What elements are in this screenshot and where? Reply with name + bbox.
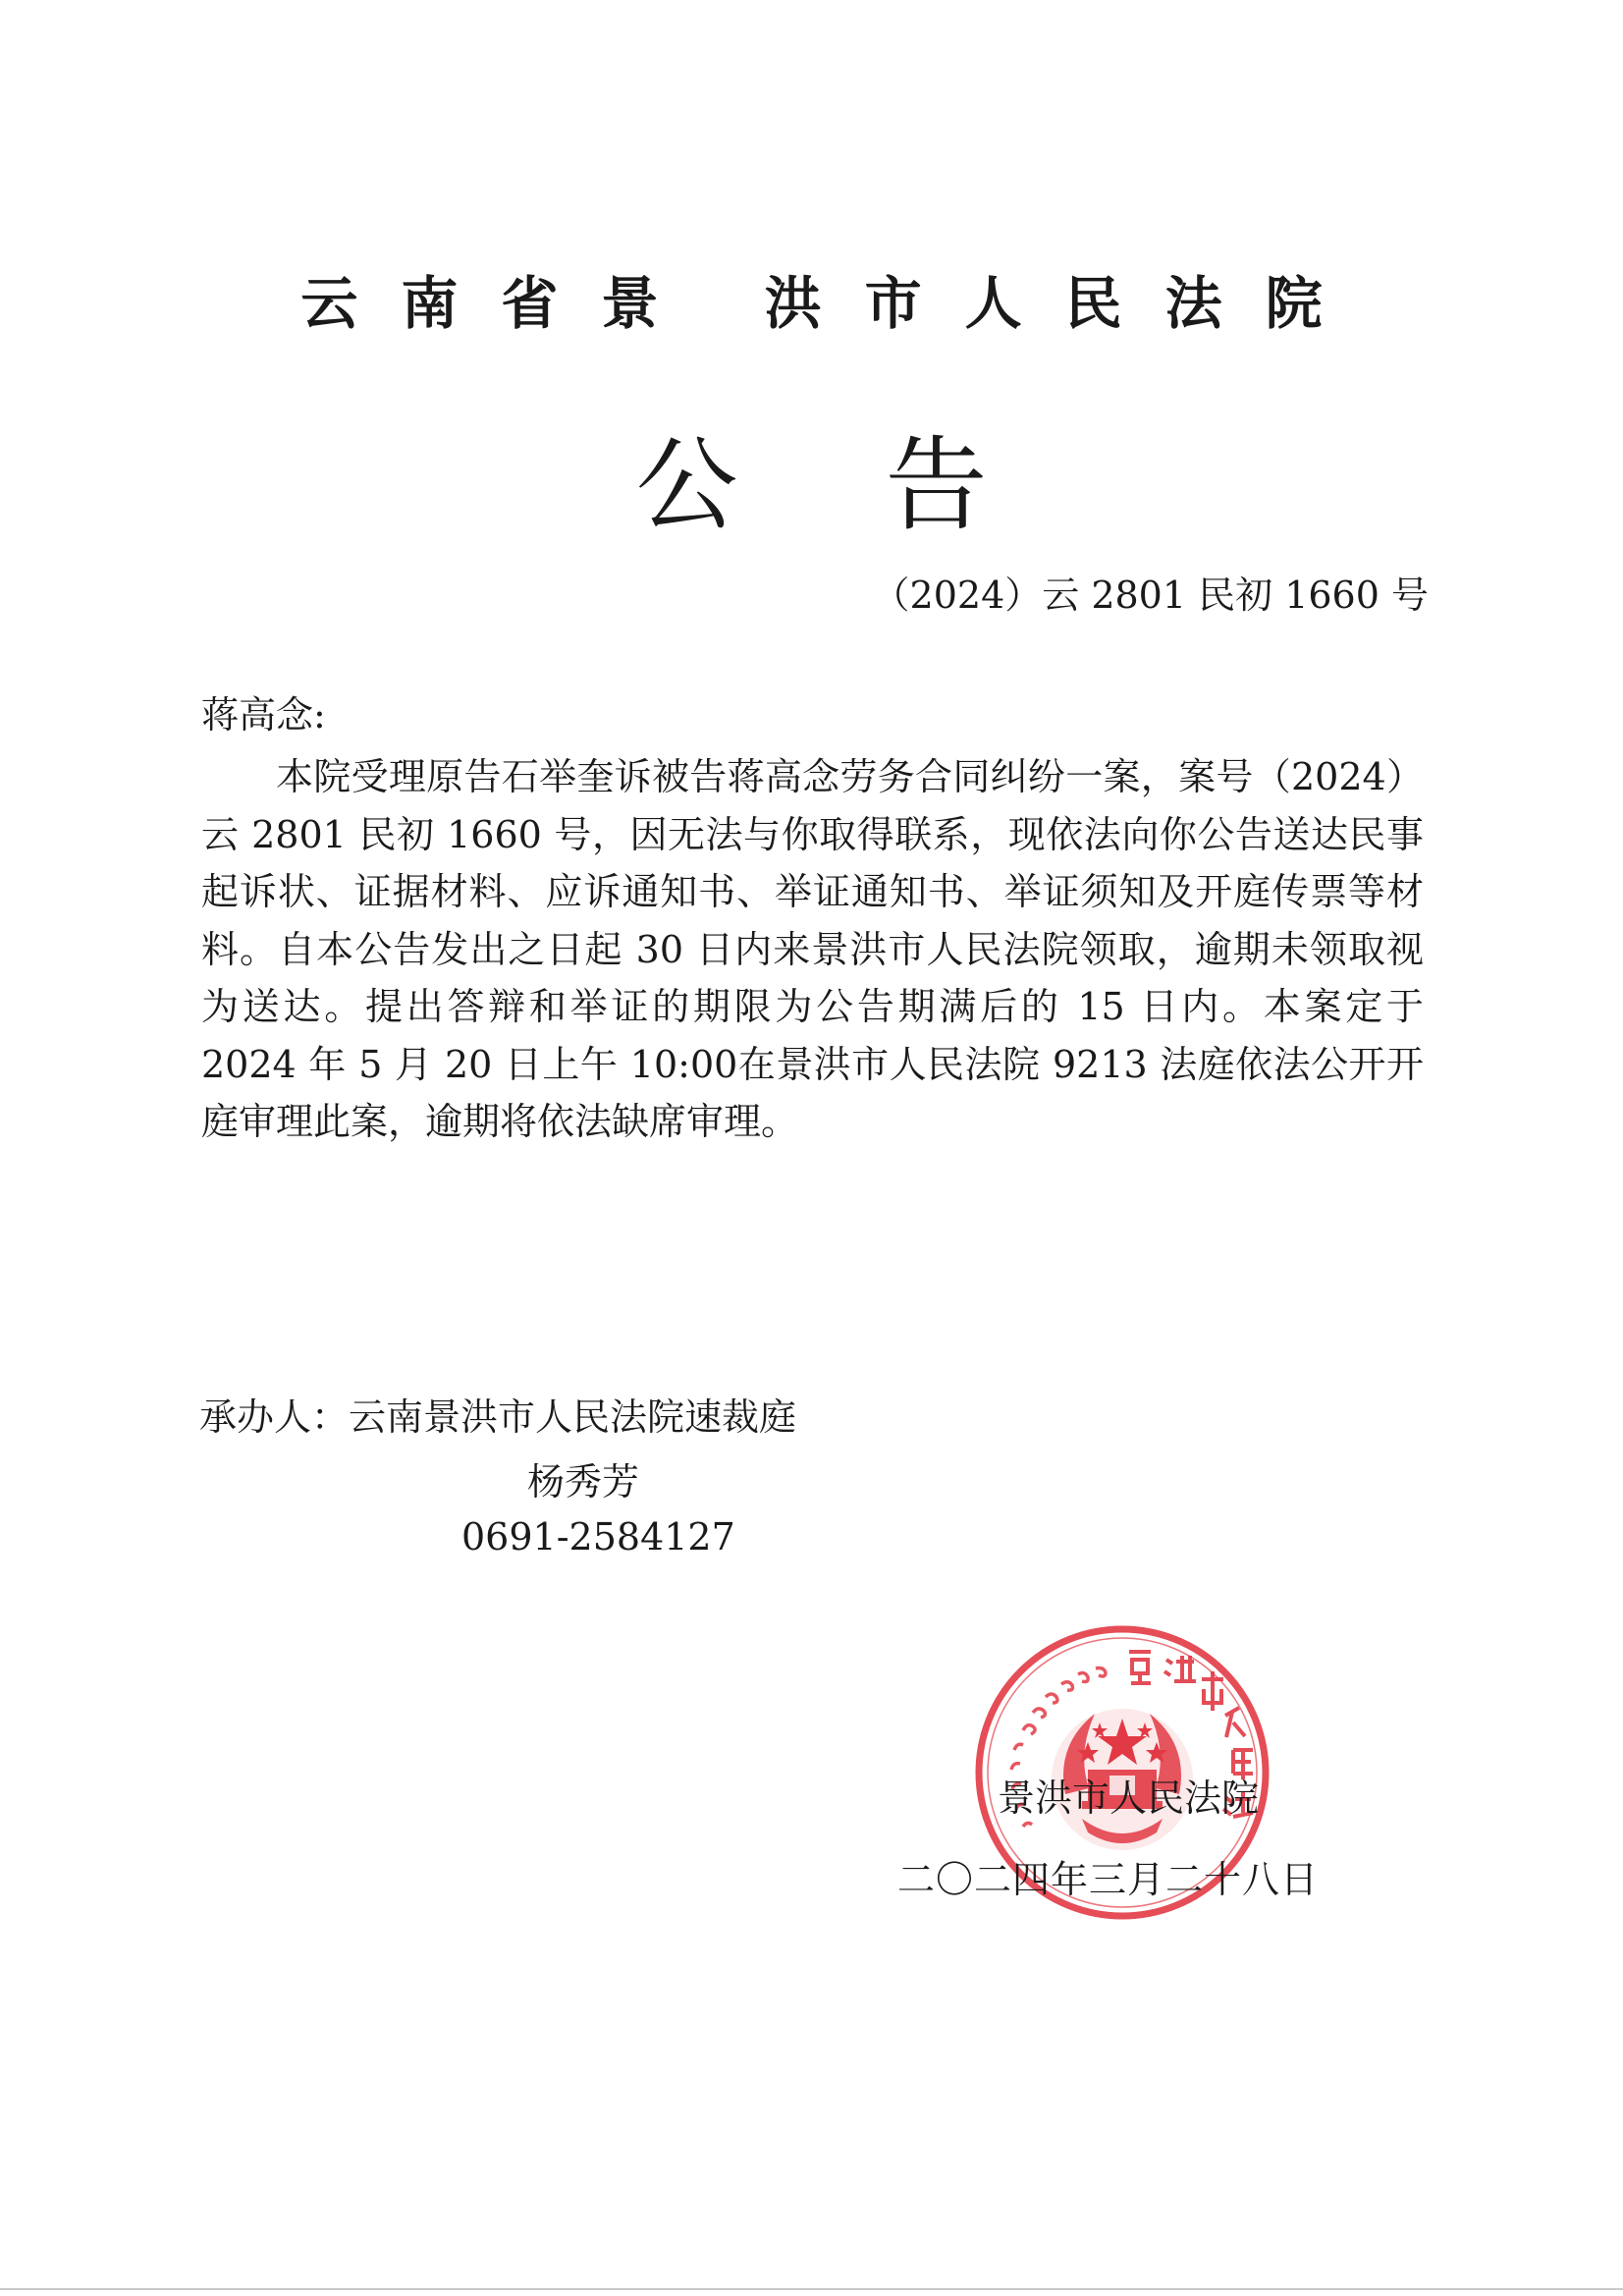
issuing-court: 景洪市人民法院: [998, 1777, 1260, 1820]
case-number: （2024）云 2801 民初 1660 号: [872, 574, 1429, 617]
page-bottom-edge: [0, 2288, 1623, 2290]
handler-phone: 0691-2584127: [461, 1515, 735, 1558]
handler-name: 杨秀芳: [527, 1460, 640, 1503]
issue-date: 二〇二四年三月二十八日: [897, 1858, 1320, 1901]
court-name-heading: 云南省景 洪市人民法院: [300, 270, 1366, 337]
notice-title: 公告: [635, 425, 1135, 545]
handler-department: 承办人：云南景洪市人民法院速裁庭: [199, 1395, 797, 1439]
notice-body: 本院受理原告石举奎诉被告蒋高念劳务合同纠纷一案，案号（2024）云 2801 民初 1660 号，因无法与你取得联系，现依法向你公告送达民事起诉状、证据材料、应诉通知书、举证通知书、举证须知及开庭传票等材料。自本公告发出之日起 30 日内来景洪市人民法院领取，逾期未领取视为送达。提出答辩和举证的期限为公告期满后的 15 日内。本案定于 2024 年 5 月 20 日上午 10:00在景洪市人民法院 9213 法庭依法公开开庭审理此案，逾期将依法缺席审理。: [201, 755, 1424, 1143]
addressee: 蒋高念:: [201, 693, 326, 737]
